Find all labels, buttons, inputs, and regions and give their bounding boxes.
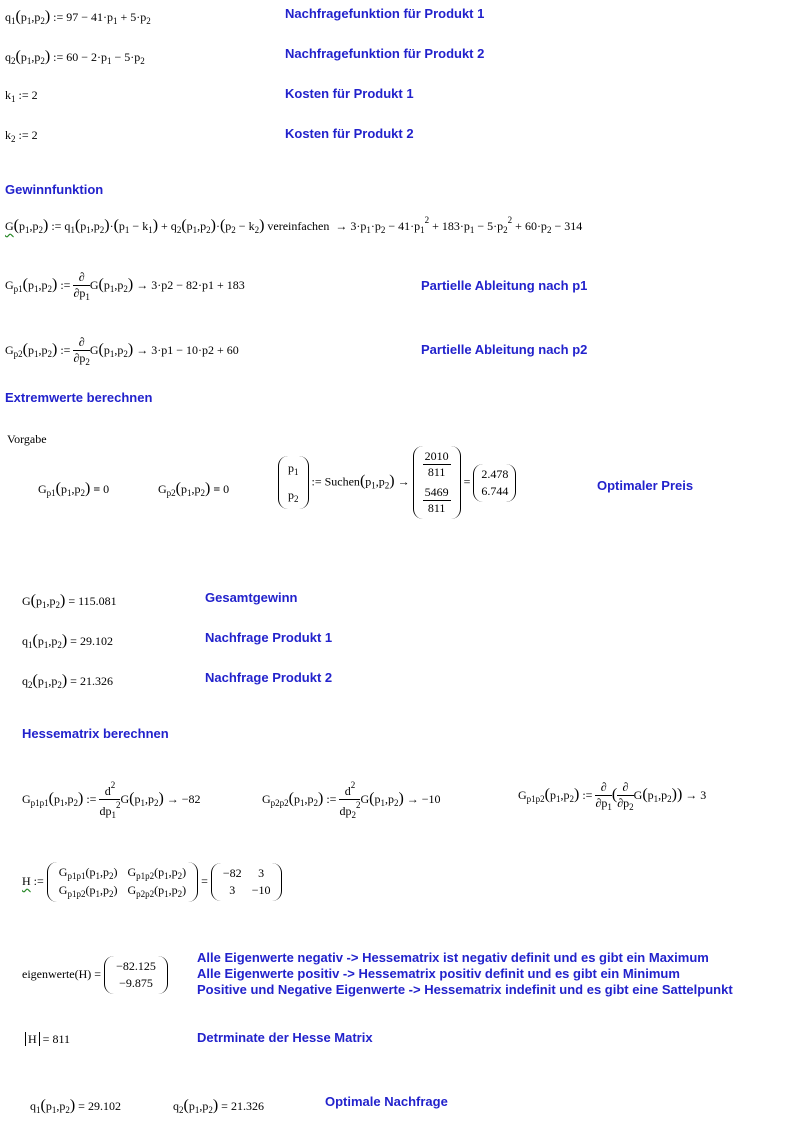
- constraint-gp2[interactable]: $G_{p2}(p_1,p_2) = 0$: [158, 480, 230, 498]
- Gp2-result: 3·p1 − 10·p2 + 60: [151, 342, 239, 357]
- Gp1p1-definition[interactable]: $G_{p1p1}(p_1,p_2)$ := $\frac{d^2}{dp_1^2}$ $G(p_1,p_2) \to -82$: [22, 780, 201, 820]
- optimaler-preis-label: Optimaler Preis: [597, 478, 694, 493]
- nachfrage1-label: Nachfrage Produkt 1: [205, 630, 333, 645]
- Gp1-definition[interactable]: $G_{p1}(p_1,p_2)$ := $\frac{\partial}{\partial p_1}$ $G(p_1,p_2) \to 3\cdot p2 - 82\cdot p1 + 183$: [5, 270, 245, 302]
- k1-label: Kosten für Produkt 1: [285, 86, 414, 101]
- det-label: Detrminate der Hesse Matrix: [197, 1030, 373, 1045]
- optimal-q1[interactable]: $q_1(p_1,p_2) = 29.102$: [30, 1097, 121, 1115]
- Gp2-definition[interactable]: $G_{p2}(p_1,p_2)$ := $\frac{\partial}{\partial p_2}$ $G(p_1,p_2) \to 3\cdot p1 - 10\cdot p2 + 60$: [5, 335, 239, 367]
- k2-definition[interactable]: $k_2$ := 2: [5, 128, 38, 144]
- suchen-solve[interactable]: $p_1$ $p_2$ := $Suchen(p_1,p_2)$ → $\frac{2010}{811}$ $\frac{5469}{811}$ = 2.478 6.744: [278, 446, 516, 519]
- vorgabe: Vorgabe: [7, 432, 47, 446]
- Gp1-result: 3·p2 − 82·p1 + 183: [151, 277, 245, 292]
- G-definition[interactable]: $G(p_1,p_2)$ := $q_1(p_1,p_2)\cdot(p_1 - k_1) + q_2(p_1,p_2)\cdot(p_2 - k_2)$ vereinfachen → $3\cdot p_1\cdot p_2 - 41\cdot p_1^2 + 183\cdot p_1 - 5\cdot p_2^2 + 60\cdot p_2 - 314$: [5, 215, 583, 235]
- Gp2p2-definition[interactable]: $G_{p2p2}(p_1,p_2)$ := $\frac{d^2}{dp_2^2}$ $G(p_1,p_2) \to -10$: [262, 780, 441, 820]
- H-definition[interactable]: H := $G_{p1p1}(p_1,p_2)$ $G_{p1p2}(p_1,p_2)$ $G_{p1p2}(p_1,p_2)$ $G_{p2p2}(p_1,p_2)$ = −82 3 3 −10: [22, 862, 282, 902]
- q2-label: Nachfragefunktion für Produkt 2: [285, 46, 485, 61]
- constraint-gp1[interactable]: $G_{p1}(p_1,p_2) = 0$: [38, 480, 110, 498]
- vereinfachen-keyword: vereinfachen: [267, 219, 330, 233]
- gewinn-heading: Gewinnfunktion: [5, 182, 104, 197]
- optimale-nachfrage-label: Optimale Nachfrage: [325, 1094, 448, 1109]
- k1-definition[interactable]: $k_1$ := 2: [5, 88, 38, 104]
- q2-definition[interactable]: $q_2(p_1,p_2)$ := $60 - 2\cdot p_1 - 5\cdot p_2$: [5, 48, 145, 66]
- nachfrage2-label: Nachfrage Produkt 2: [205, 670, 333, 685]
- gesamtgewinn-label: Gesamtgewinn: [205, 590, 298, 605]
- eigen-note-2: Alle Eigenwerte positiv -> Hessematrix positiv definit und es gibt ein Minimum: [197, 966, 680, 981]
- det-result[interactable]: H = 811: [25, 1032, 70, 1047]
- eigen-note-3: Positive und Negative Eigenwerte -> Hessematrix indefinit und es gibt eine Sattelpunkt: [197, 982, 733, 997]
- Gp1p2-definition[interactable]: $G_{p1p2}(p_1,p_2)$ := $\frac{\partial}{\partial p_1}$ ( $\frac{\partial}{\partial p_2}$ $G(p_1,p_2)) \to 3$: [518, 780, 707, 812]
- extrem-heading: Extremwerte berechnen: [5, 390, 153, 405]
- G-result[interactable]: $G(p_1,p_2) = 115.081$: [22, 592, 117, 610]
- eigenwerte-result[interactable]: eigenwerte(H) = −82.125 −9.875: [22, 956, 168, 994]
- q1-definition[interactable]: $q_1(p_1,p_2)$ := $97 - 41\cdot p_1 + 5\cdot p_2$: [5, 8, 151, 26]
- gp2-label: Partielle Ableitung nach p2: [421, 342, 588, 357]
- gp1-label: Partielle Ableitung nach p1: [421, 278, 588, 293]
- k2-label: Kosten für Produkt 2: [285, 126, 414, 141]
- q1-result[interactable]: $q_1(p_1,p_2) = 29.102$: [22, 632, 113, 650]
- H-matrix-values: −82 3 3 −10: [211, 863, 283, 901]
- suchen-function: Suchen: [324, 474, 360, 489]
- hesse-heading: Hessematrix berechnen: [22, 726, 169, 741]
- q1-label: Nachfragefunktion für Produkt 1: [285, 6, 485, 21]
- eigen-note-1: Alle Eigenwerte negativ -> Hessematrix ist negativ definit und es gibt ein Maximum: [197, 950, 709, 965]
- optimal-q2[interactable]: $q_2(p_1,p_2) = 21.326$: [173, 1097, 264, 1115]
- q2-result[interactable]: $q_2(p_1,p_2) = 21.326$: [22, 672, 113, 690]
